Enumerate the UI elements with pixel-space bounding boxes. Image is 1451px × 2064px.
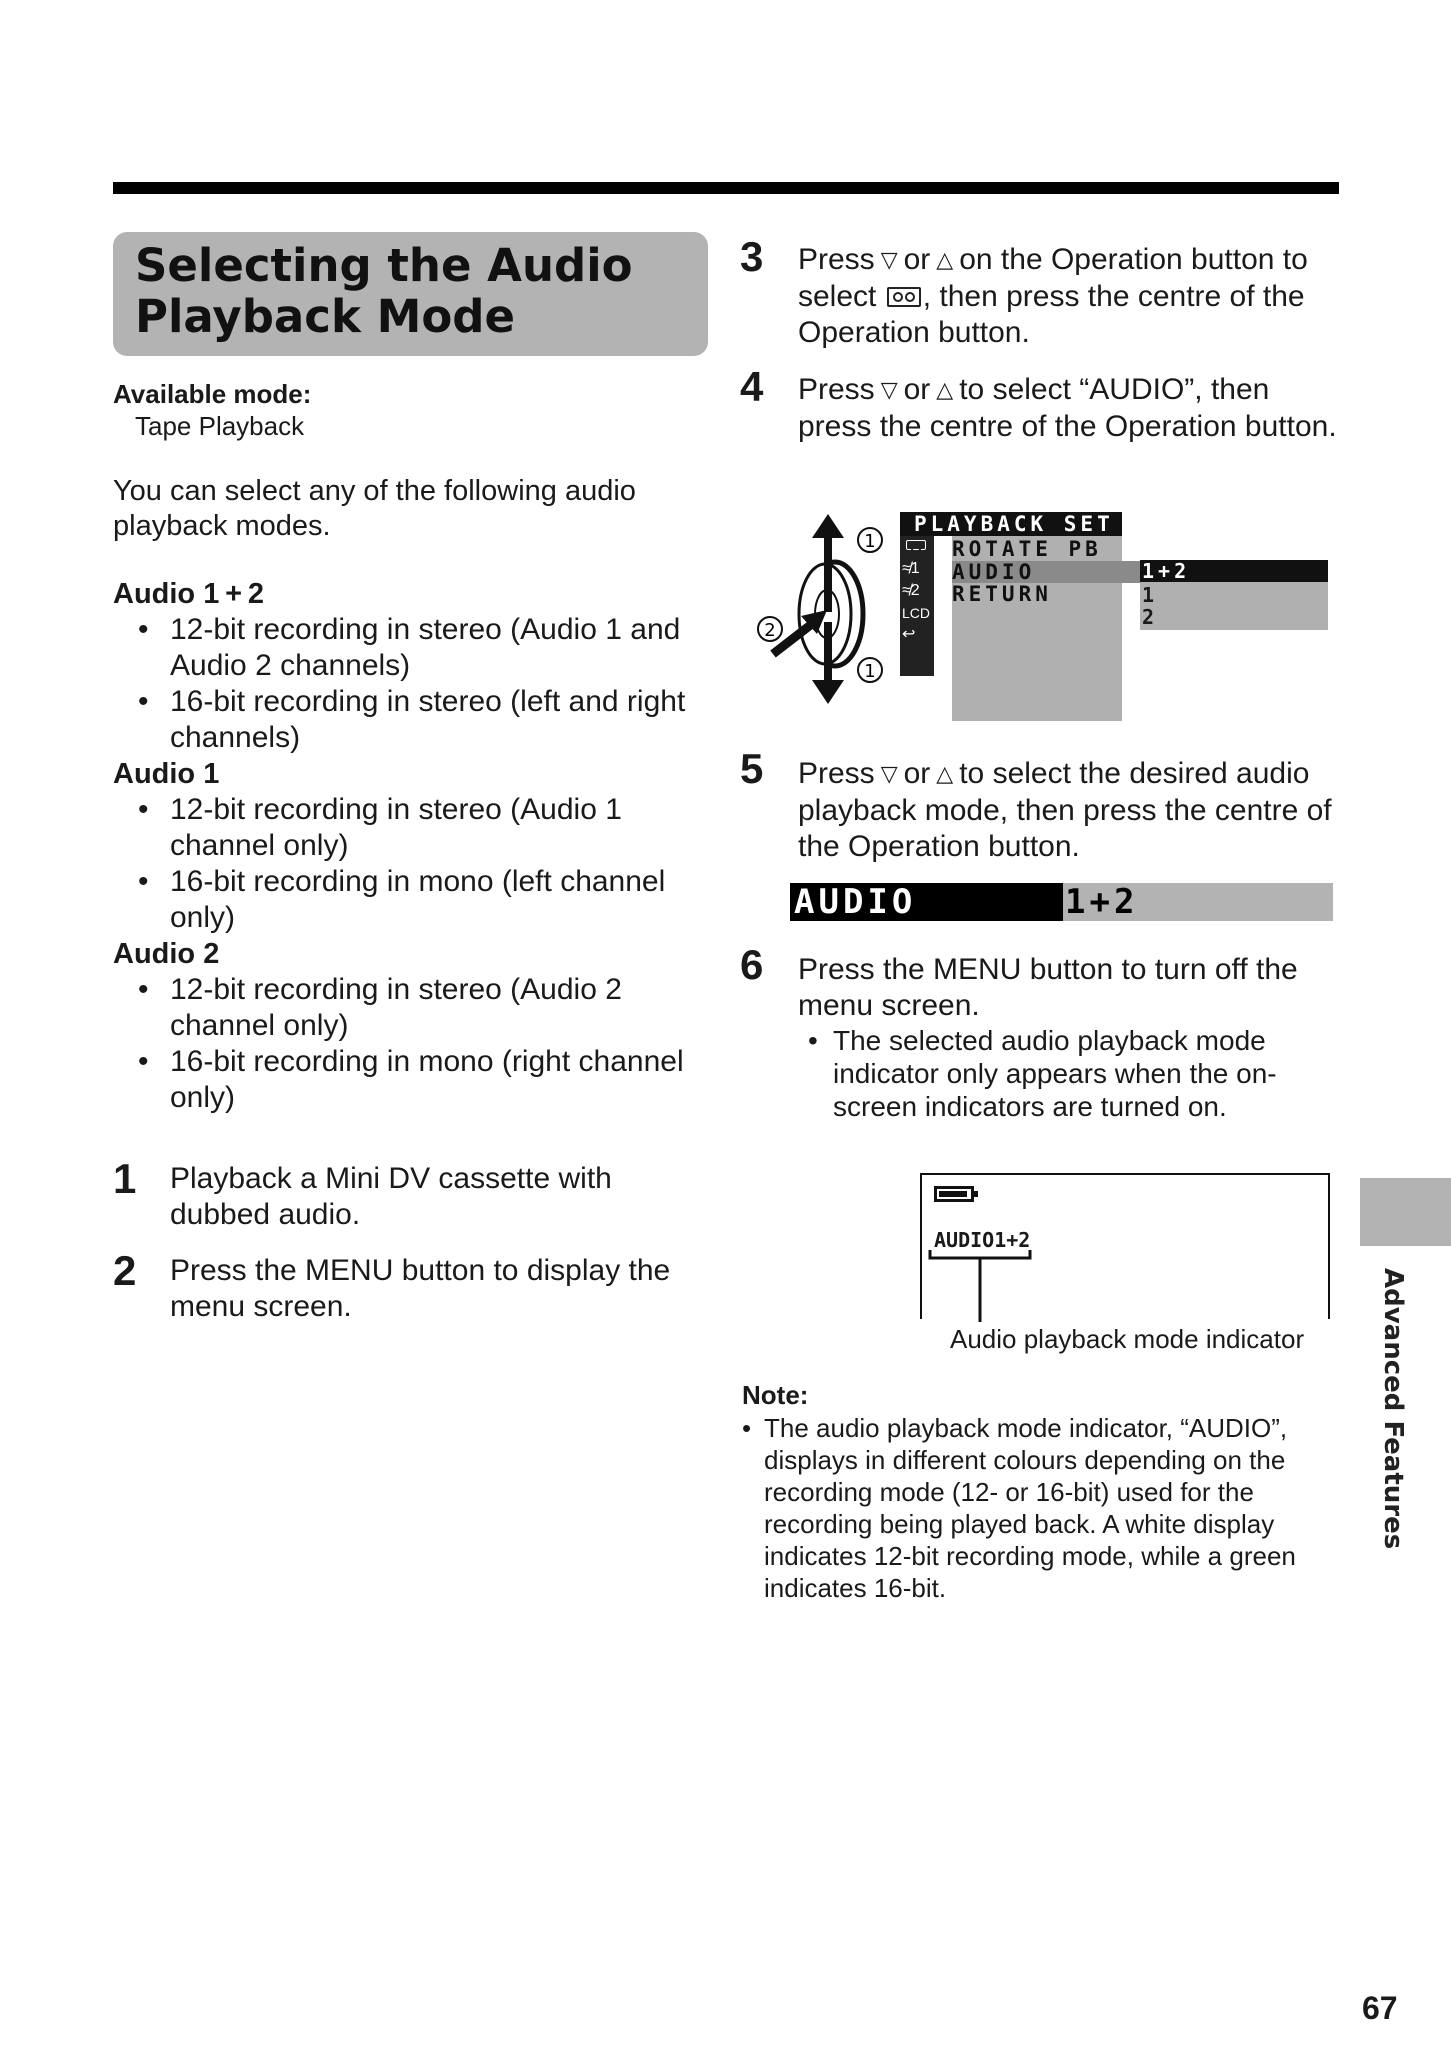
list-item: • 12-bit recording in stereo (Audio 1 channel only) [113,792,723,864]
step-5-text [798,756,1343,865]
indicator-caption: Audio playback mode indicator [950,1324,1305,1354]
menu-item-audio: AUDIO [952,561,1142,583]
step-3-text-b: , then press the centre of the Operation button. [798,280,1305,349]
step-6-number: 6 [740,941,764,988]
side-tab-text: Advanced Features [1378,1268,1408,1550]
indicator-bracket [926,1250,1036,1322]
step-4-number: 4 [740,363,764,410]
step-3-number: 3 [740,233,764,280]
step-3-press: Press [798,243,875,276]
up-triangle-icon: △ [936,378,954,403]
side-label-2: ≉2 [902,582,920,599]
side-label-1: ≉1 [902,560,920,577]
available-mode-value: Tape Playback [135,411,305,441]
step-6-bullet [798,1024,1328,1123]
option-1-2: 1+2 [1140,560,1328,582]
down-triangle-icon: ▽ [880,762,898,787]
mode-heading: Audio 1 [113,758,220,790]
step-6-text: Press the MENU button to turn off the menu screen. [798,953,1298,1022]
available-mode-label: Available mode: [113,379,312,409]
step-3-or: or [903,243,931,276]
top-rule [113,182,1339,194]
bullet-dot: • [808,1025,818,1056]
return-icon: ↩ [902,626,916,643]
intro-text: You can select any of the following audio playback modes. [113,475,636,542]
list-item: • 12-bit recording in stereo (Audio 1 and Audio 2 channels) [113,612,723,684]
title-line-2: Playback Mode [135,290,515,343]
callout-down: 1 [864,661,876,682]
step-3-text-a: on the Operation button to select [798,243,1308,313]
callout-press: 2 [764,620,776,641]
option-1: 1 [1142,583,1159,607]
down-triangle-icon: ▽ [880,378,898,403]
cassette-icon [887,287,921,307]
audio-bar-label: AUDIO [790,883,1063,921]
step-1-text: Playback a Mini DV cassette with dubbed audio. [170,1162,612,1231]
callout-up: 1 [864,531,876,552]
note-body [742,1412,1342,1604]
list-item: • 16-bit recording in stereo (left and right channels) [113,684,723,756]
step-4-text-a: to select “AUDIO”, then press the centre of the Operation button. [798,373,1337,443]
list-item: • 16-bit recording in mono (right channel only) [113,1044,723,1116]
step-3-text [798,242,1343,351]
audio-bar-value: 1+2 [1063,883,1333,921]
down-triangle-icon: ▽ [880,248,898,273]
operation-button-diagram [745,512,905,712]
title-line-1: Selecting the Audio [135,239,633,292]
cassette-icon [906,540,926,550]
menu-side-bar [900,536,934,676]
mode-heading: Audio 1 + 2 [113,578,265,610]
page-number: 67 [1362,1990,1398,2026]
step-5-press: Press [798,757,875,790]
battery-icon [934,1186,974,1202]
step-4-text [798,372,1343,445]
menu-item-rotate: ROTATE PB [952,537,1102,561]
available-mode [113,378,713,442]
note-label: Note: [742,1380,809,1410]
step-5-or: or [903,757,931,790]
step-2-text: Press the MENU button to display the menu screen. [170,1254,671,1323]
option-2: 2 [1142,605,1159,629]
step-2-number: 2 [113,1247,137,1294]
step-4-or: or [903,373,931,406]
side-tab [1360,1178,1451,1246]
step-5-text-a: to select the desired audio playback mode, then press the centre of the Operation button. [798,757,1332,863]
menu-title: PLAYBACK SET [900,512,1122,536]
list-item: • 12-bit recording in stereo (Audio 2 channel only) [113,972,723,1044]
step-5-number: 5 [740,745,764,792]
note-text: The audio playback mode indicator, “AUDIO”, displays in different colours depending on the recording mode (12- or 16-bit) used for the recording being played back. A white display indicates 12-bit recording mode, while a green indicates 16-bit. [764,1413,1296,1603]
audio-indicator: AUDIO1+2 [934,1228,1031,1252]
up-triangle-icon: △ [936,248,954,273]
menu-item-return: RETURN [952,582,1052,606]
page-title [135,240,695,342]
side-tab-label [1370,1268,1410,1550]
step-6-bullet-text: The selected audio playback mode indicator only appears when the on-screen indicators are turned on. [833,1025,1277,1122]
up-triangle-icon: △ [936,762,954,787]
step-1-number: 1 [113,1155,137,1202]
side-label-lcd: LCD [902,605,931,621]
menu-side-labels [902,558,930,646]
mode-heading: Audio 2 [113,938,220,970]
bullet-dot: • [742,1413,752,1443]
list-item: • 16-bit recording in mono (left channel only) [113,864,723,936]
modes-list [113,576,723,1116]
step-4-press: Press [798,373,875,406]
